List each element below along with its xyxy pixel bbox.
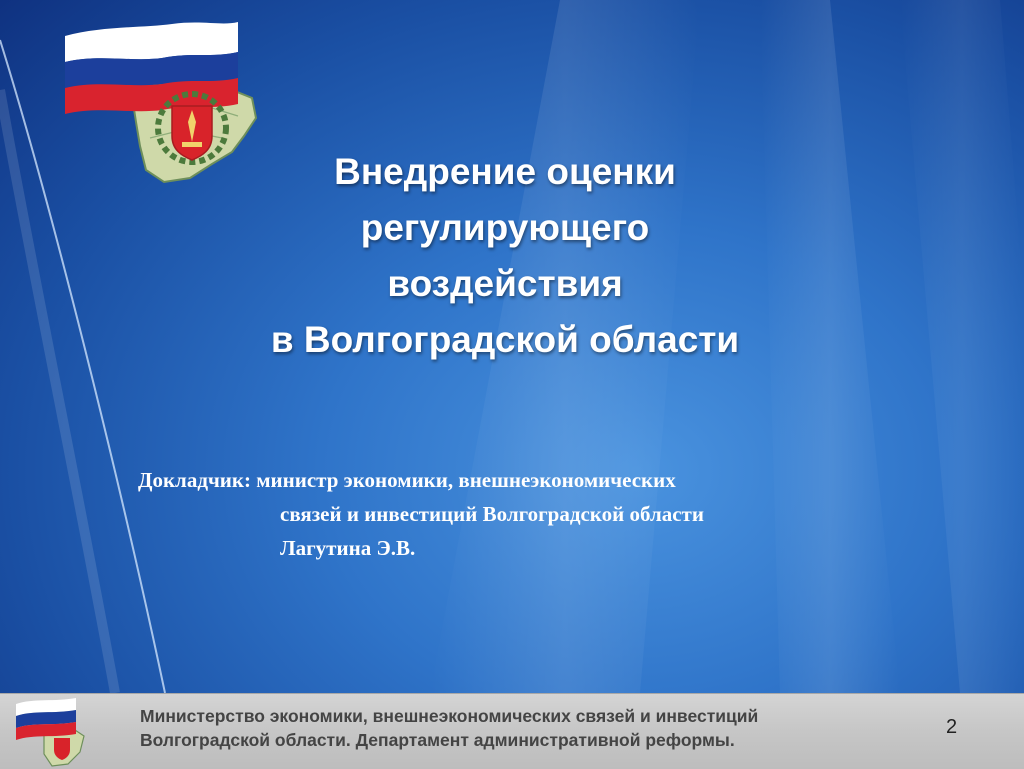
title-line: Внедрение оценки [334, 151, 676, 192]
title-line: в Волгоградской области [270, 319, 740, 360]
page-number: 2 [946, 716, 958, 738]
footer-line: Министерство экономики, внешнеэкономических связей и инвестиций [140, 706, 759, 726]
speaker-line: Докладчик: министр экономики, внешнеэкономических [138, 468, 676, 492]
footer-text [140, 704, 880, 752]
speaker-name: Лагутина Э.В. [280, 536, 416, 560]
title-line: регулирующего [360, 207, 650, 248]
slide-footer [0, 693, 1024, 769]
speaker-line: связей и инвестиций Волгоградской области [280, 502, 704, 526]
speaker-info [138, 463, 838, 565]
footer-line: Волгоградской области. Департамент административной реформы. [140, 730, 735, 750]
slide-title [150, 144, 860, 368]
title-line: воздействия [387, 263, 623, 304]
footer-emblem-icon [14, 696, 94, 768]
